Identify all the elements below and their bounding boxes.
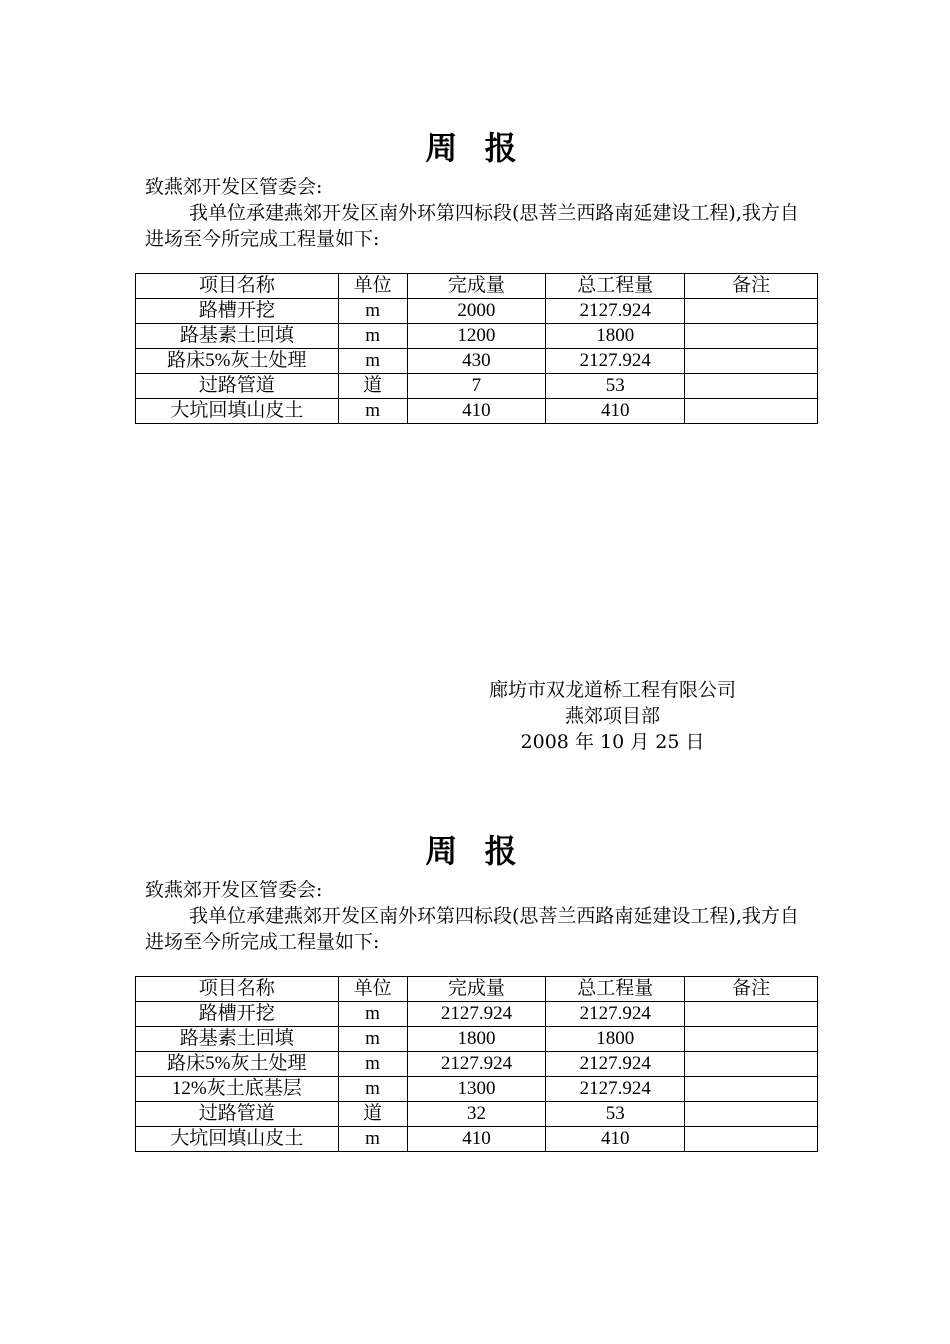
header-item-name: 项目名称 <box>136 274 339 299</box>
cell-item-name: 12%灰土底基层 <box>136 1077 339 1102</box>
cell-remarks <box>685 1027 818 1052</box>
salutation: 致燕郊开发区管委会: <box>145 176 323 198</box>
header-item-name: 项目名称 <box>136 977 339 1002</box>
cell-total: 2127.924 <box>546 1077 685 1102</box>
table-row <box>136 324 818 349</box>
table-row <box>136 1102 818 1127</box>
cell-unit: m <box>338 324 407 349</box>
cell-total: 2127.924 <box>546 299 685 324</box>
intro-paragraph: 我单位承建燕郊开发区南外环第四标段(思菩兰西路南延建设工程),我方自进场至今所完成工程量如下: <box>145 905 799 953</box>
table-row <box>136 374 818 399</box>
cell-total: 53 <box>546 374 685 399</box>
cell-item-name: 大坑回填山皮土 <box>136 399 339 424</box>
cell-unit: 道 <box>338 374 407 399</box>
cell-item-name: 路槽开挖 <box>136 299 339 324</box>
table-row <box>136 1002 818 1027</box>
header-unit: 单位 <box>338 977 407 1002</box>
cell-remarks <box>685 1127 818 1152</box>
cell-unit: m <box>338 1027 407 1052</box>
header-total: 总工程量 <box>546 977 685 1002</box>
cell-completed: 1200 <box>407 324 546 349</box>
cell-unit: m <box>338 1077 407 1102</box>
cell-total: 410 <box>546 399 685 424</box>
quantity-table <box>135 273 818 424</box>
signature-date: 2008 年 10 月 25 日 <box>520 731 705 753</box>
quantity-table <box>135 976 818 1152</box>
salutation: 致燕郊开发区管委会: <box>145 879 323 901</box>
cell-remarks <box>685 399 818 424</box>
cell-item-name: 路槽开挖 <box>136 1002 339 1027</box>
cell-remarks <box>685 1077 818 1102</box>
header-completed: 完成量 <box>407 977 546 1002</box>
cell-remarks <box>685 374 818 399</box>
cell-remarks <box>685 299 818 324</box>
cell-completed: 2000 <box>407 299 546 324</box>
cell-unit: m <box>338 1052 407 1077</box>
cell-completed: 2127.924 <box>407 1052 546 1077</box>
cell-total: 1800 <box>546 324 685 349</box>
cell-completed: 1300 <box>407 1077 546 1102</box>
table-header-row <box>136 274 818 299</box>
cell-unit: m <box>338 1002 407 1027</box>
header-total: 总工程量 <box>546 274 685 299</box>
table-row <box>136 299 818 324</box>
cell-remarks <box>685 1102 818 1127</box>
cell-completed: 410 <box>407 399 546 424</box>
cell-item-name: 路床5%灰土处理 <box>136 1052 339 1077</box>
cell-total: 2127.924 <box>546 1002 685 1027</box>
cell-item-name: 路基素土回填 <box>136 1027 339 1052</box>
cell-item-name: 路床5%灰土处理 <box>136 349 339 374</box>
table-row <box>136 1027 818 1052</box>
cell-total: 53 <box>546 1102 685 1127</box>
cell-unit: m <box>338 1127 407 1152</box>
header-completed: 完成量 <box>407 274 546 299</box>
table-row <box>136 399 818 424</box>
table-header-row <box>136 977 818 1002</box>
cell-item-name: 过路管道 <box>136 1102 339 1127</box>
cell-item-name: 路基素土回填 <box>136 324 339 349</box>
cell-completed: 2127.924 <box>407 1002 546 1027</box>
table-row <box>136 349 818 374</box>
cell-item-name: 大坑回填山皮土 <box>136 1127 339 1152</box>
signature-dept: 燕郊项目部 <box>564 705 660 727</box>
table-row <box>136 1077 818 1102</box>
cell-completed: 1800 <box>407 1027 546 1052</box>
intro-paragraph: 我单位承建燕郊开发区南外环第四标段(思菩兰西路南延建设工程),我方自进场至今所完成工程量如下: <box>145 202 799 250</box>
cell-unit: m <box>338 299 407 324</box>
cell-remarks <box>685 1052 818 1077</box>
cell-remarks <box>685 1002 818 1027</box>
report-title: 周 报 <box>425 832 525 870</box>
cell-completed: 7 <box>407 374 546 399</box>
cell-completed: 430 <box>407 349 546 374</box>
cell-item-name: 过路管道 <box>136 374 339 399</box>
cell-total: 2127.924 <box>546 1052 685 1077</box>
cell-total: 410 <box>546 1127 685 1152</box>
cell-completed: 410 <box>407 1127 546 1152</box>
header-unit: 单位 <box>338 274 407 299</box>
table-row <box>136 1127 818 1152</box>
cell-remarks <box>685 324 818 349</box>
header-remarks: 备注 <box>685 274 818 299</box>
header-remarks: 备注 <box>685 977 818 1002</box>
report-title: 周 报 <box>425 129 525 167</box>
cell-completed: 32 <box>407 1102 546 1127</box>
cell-total: 2127.924 <box>546 349 685 374</box>
cell-remarks <box>685 349 818 374</box>
cell-unit: m <box>338 399 407 424</box>
cell-unit: m <box>338 349 407 374</box>
cell-total: 1800 <box>546 1027 685 1052</box>
signature-company: 廊坊市双龙道桥工程有限公司 <box>488 679 736 701</box>
cell-unit: 道 <box>338 1102 407 1127</box>
table-row <box>136 1052 818 1077</box>
